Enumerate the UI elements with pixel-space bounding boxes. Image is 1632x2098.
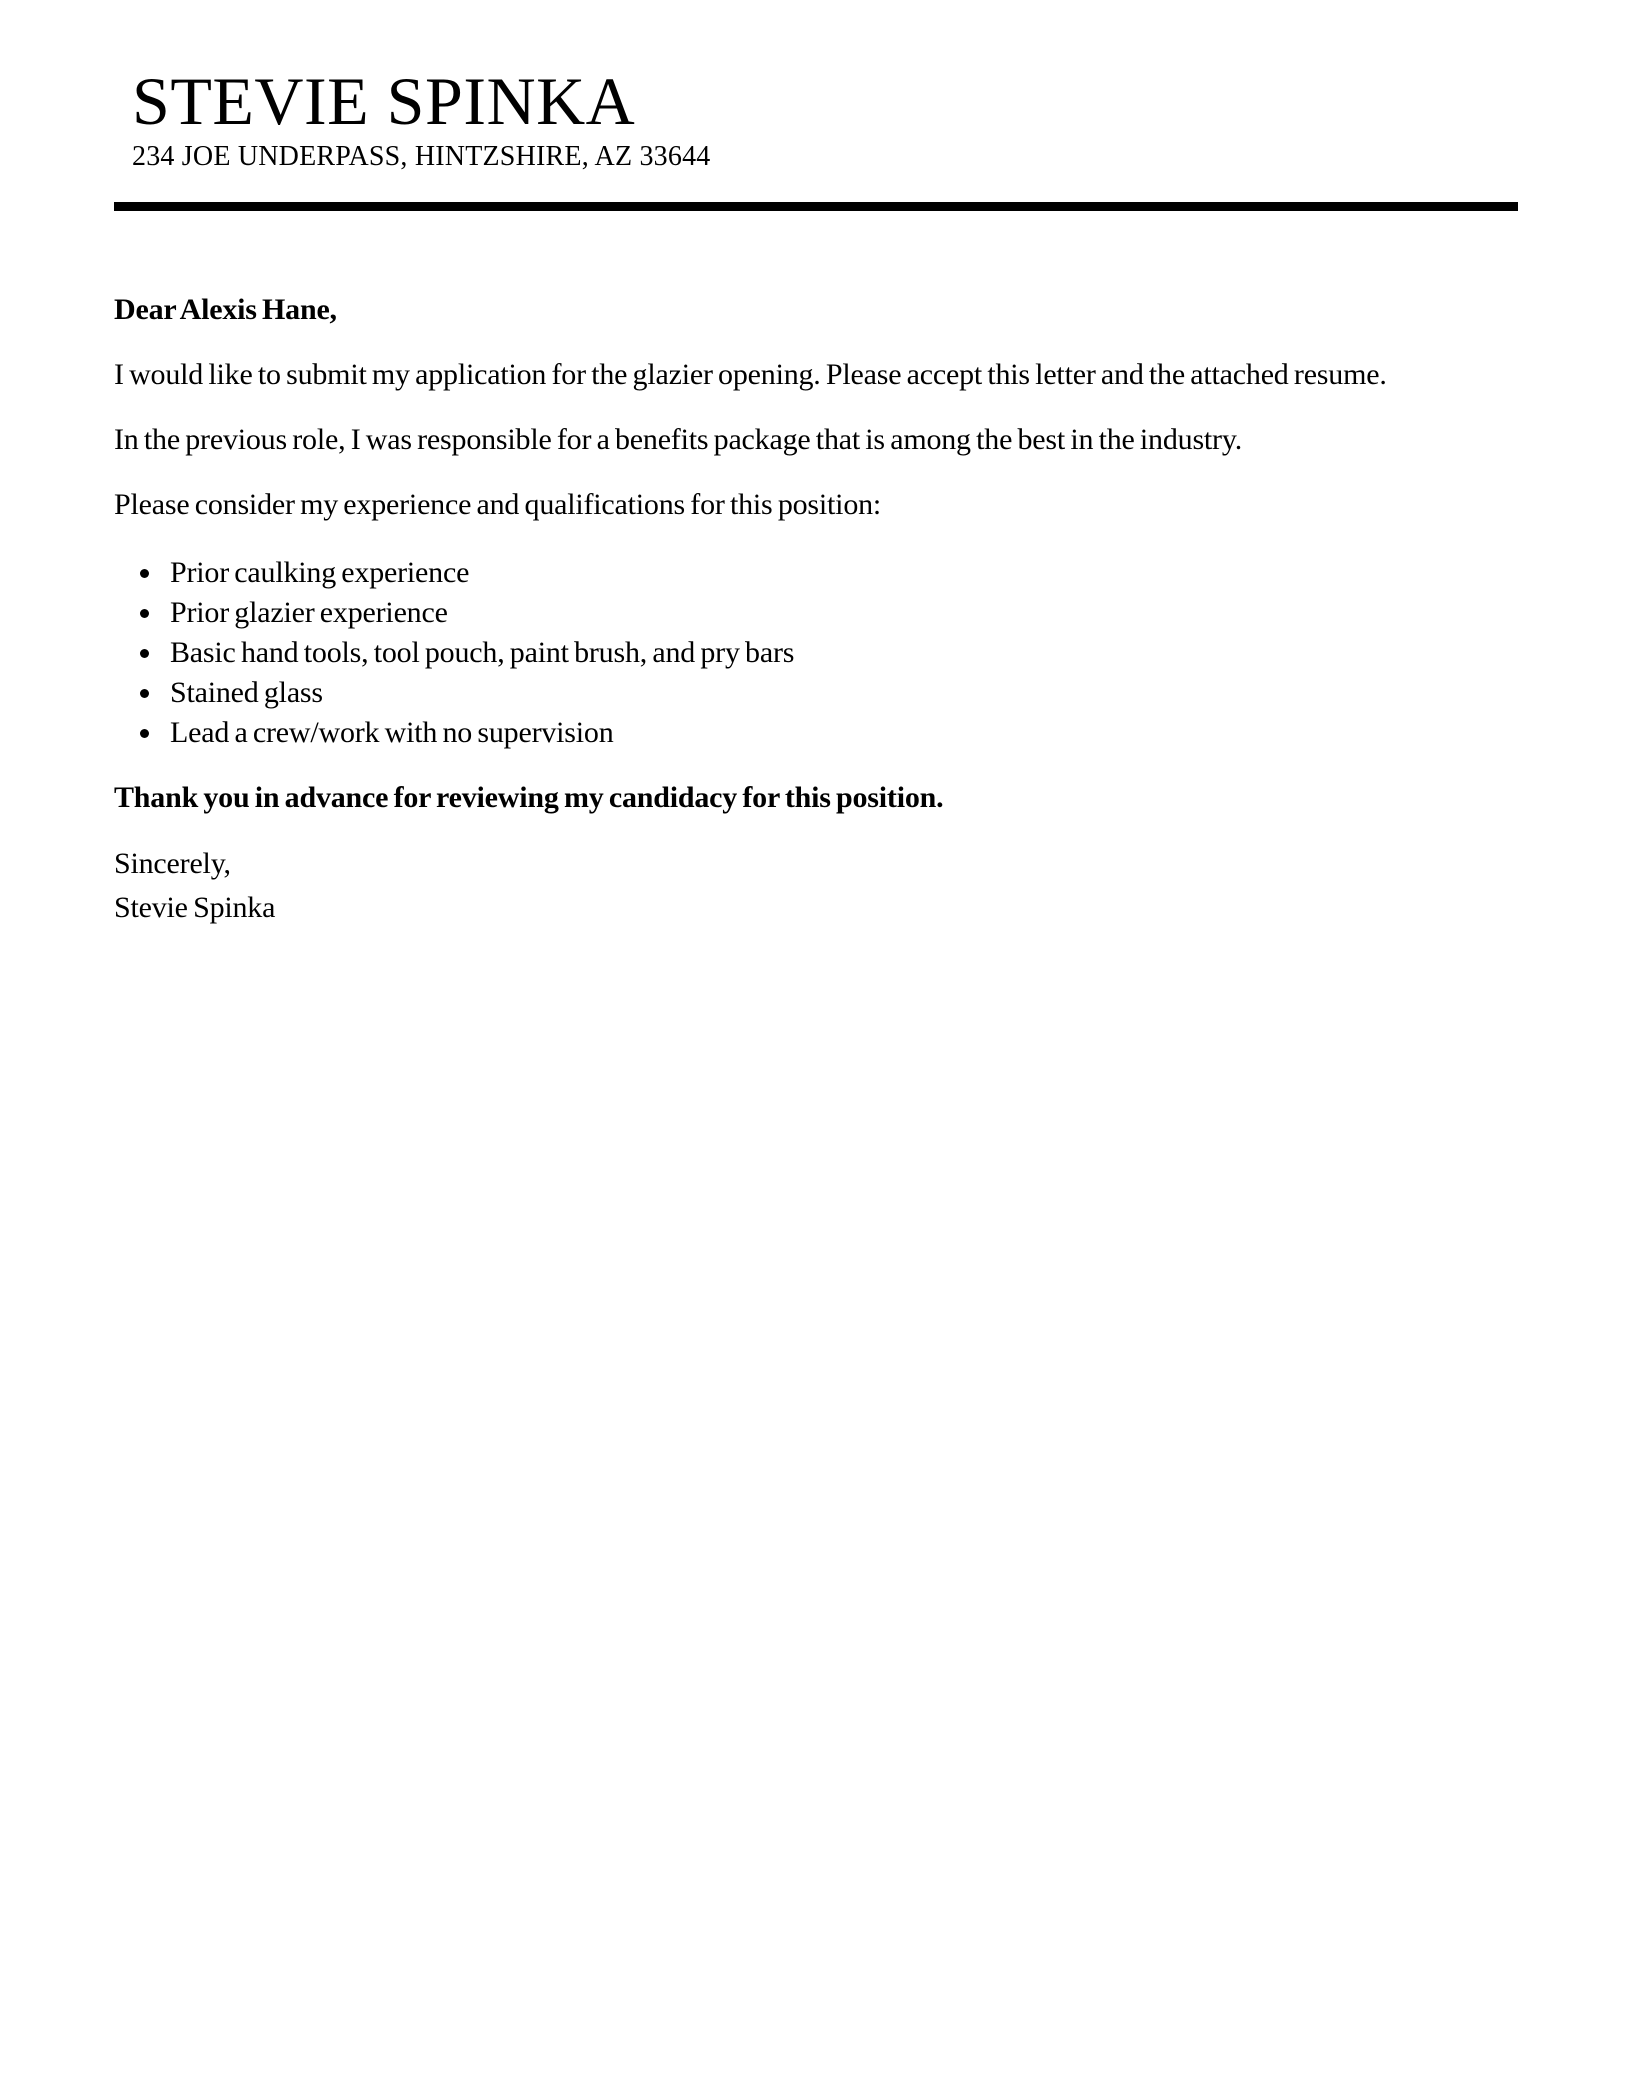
qualification-item: • Prior caulking experience [164, 553, 1518, 593]
letter-header [114, 62, 1518, 174]
letter-body [114, 287, 1518, 930]
signature-name: Stevie Spinka [114, 891, 276, 924]
qualification-item: • Prior glazier experience [164, 593, 1518, 633]
qualification-item: • Basic hand tools, tool pouch, paint brush, and pry bars [164, 633, 1518, 673]
qualification-item: • Lead a crew/work with no supervision [164, 713, 1518, 753]
paragraph-consider: Please consider my experience and qualifications for this position: [114, 488, 882, 521]
applicant-name: STEVIE SPINKA [132, 63, 636, 139]
applicant-address: 234 JOE UNDERPASS, HINTZSHIRE, AZ 33644 [132, 141, 711, 172]
qualification-item: • Stained glass [164, 673, 1518, 713]
signoff: Sincerely, [114, 847, 231, 880]
paragraph-application: I would like to submit my application for the glazier opening. Please accept this letter and the attached resume. [114, 358, 1387, 391]
signoff-block [114, 842, 1518, 930]
salutation: Dear Alexis Hane, [114, 293, 337, 326]
qualifications-list [114, 553, 1518, 753]
paragraph-previous-role: In the previous role, I was responsible for a benefits package that is among the best in the industry. [114, 423, 1242, 456]
header-divider [114, 202, 1518, 211]
closing-statement: Thank you in advance for reviewing my candidacy for this position. [114, 781, 944, 814]
